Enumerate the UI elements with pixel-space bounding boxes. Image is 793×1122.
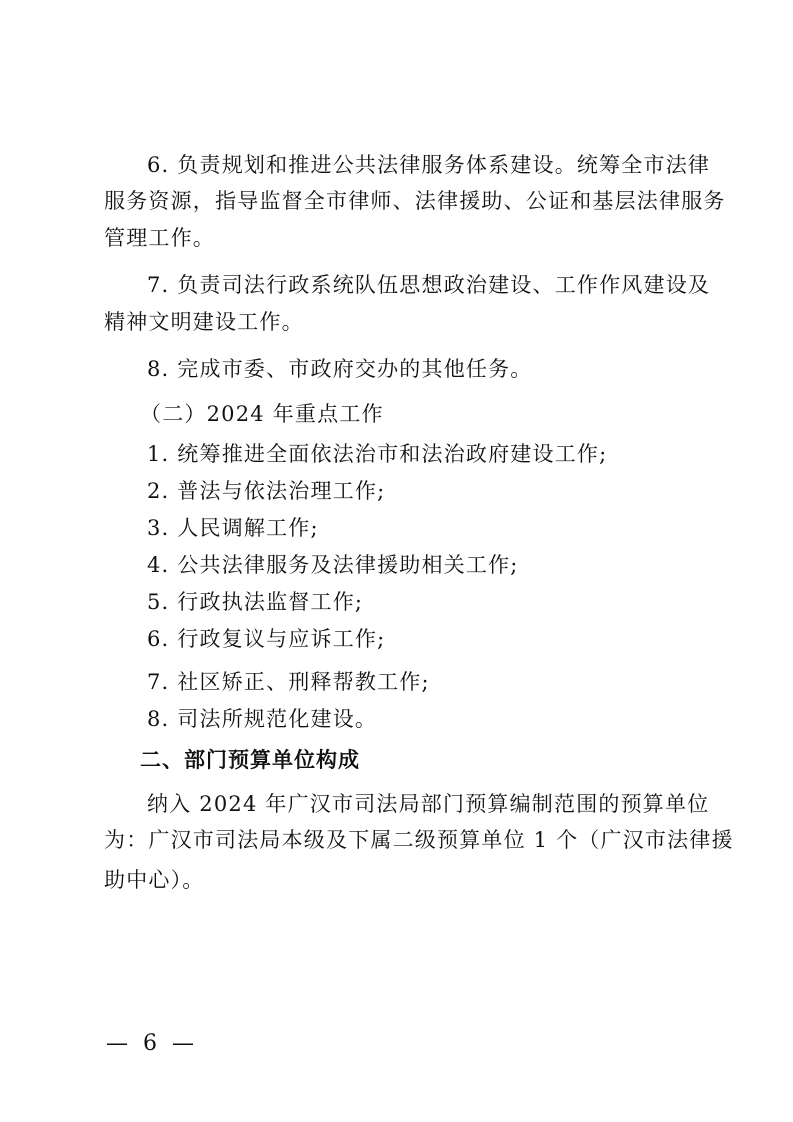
section-2-paragraph-line-3: 助中心）。: [104, 868, 205, 892]
duty-item-8: 8. 完成市委、市政府交办的其他任务。: [147, 357, 533, 381]
duty-item-7-line-1: 7. 负责司法行政系统队伍思想政治建设、工作作风建设及: [147, 273, 711, 297]
key-work-item: 8. 司法所规范化建设。: [147, 707, 378, 731]
duty-item-7-line-2: 精神文明建设工作。: [104, 310, 304, 334]
section-2-paragraph-line-1: 纳入 2024 年广汉市司法局部门预算编制范围的预算单位: [147, 792, 710, 816]
key-work-item: 6. 行政复议与应诉工作;: [147, 627, 386, 651]
duty-item-6-line-1: 6. 负责规划和推进公共法律服务体系建设。统筹全市法律: [147, 153, 711, 177]
key-work-item: 4. 公共法律服务及法律援助相关工作;: [147, 553, 519, 577]
key-work-item: 1. 统筹推进全面依法治市和法治政府建设工作;: [147, 442, 608, 466]
key-work-heading: （二）2024 年重点工作: [140, 402, 384, 426]
section-2-heading: 二、部门预算单位构成: [140, 748, 360, 772]
section-2-paragraph-line-2: 为：广汉市司法局本级及下属二级预算单位 1 个（广汉市法律援: [104, 828, 734, 852]
key-work-item: 5. 行政执法监督工作;: [147, 590, 364, 614]
key-work-item: 3. 人民调解工作;: [147, 516, 319, 540]
duty-item-6-line-2: 服务资源，指导监督全市律师、法律援助、公证和基层法律服务: [104, 189, 726, 213]
key-work-item: 2. 普法与依法治理工作;: [147, 479, 386, 503]
page-number: — 6 —: [106, 1031, 198, 1056]
duty-item-6-line-3: 管理工作。: [104, 226, 215, 250]
key-work-item: 7. 社区矫正、刑释帮教工作;: [147, 670, 430, 694]
